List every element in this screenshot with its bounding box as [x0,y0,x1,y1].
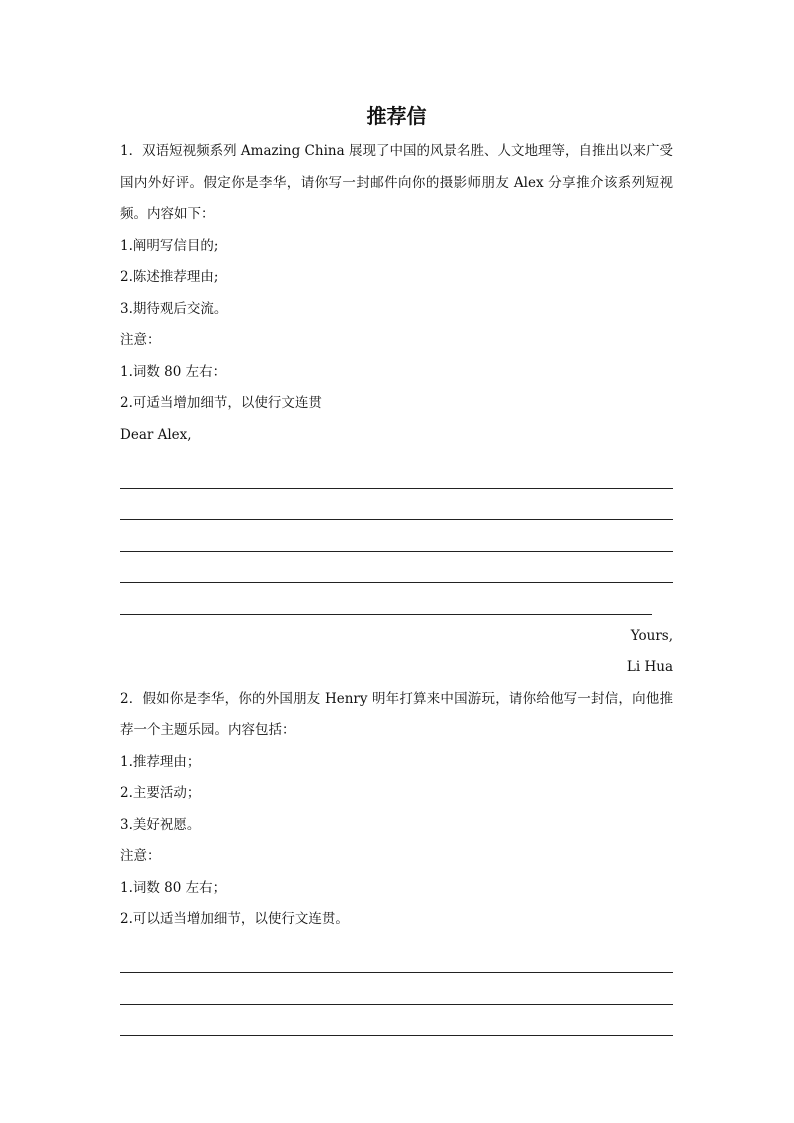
task-2-point-2: 2.主要活动； [120,785,201,801]
task-2-writing-area [120,942,673,1037]
writing-line [120,973,673,1005]
task-2 [120,684,673,1037]
page-title: 推荐信 [366,104,427,128]
task-2-point-1: 1.推荐理由； [120,753,201,770]
writing-line [120,942,673,974]
task-1-point-2: 2.陈述推荐理由; [120,269,219,285]
document-page [120,100,673,1036]
task-1-note-2: 2.可适当增加细节，以使行文连贯 [120,395,322,411]
task-2-note-2: 2.可以适当增加细节，以使行文连贯。 [120,911,349,927]
task-2-point-3: 3.美好祝愿。 [120,816,201,833]
task-1-writing-area [120,457,673,615]
task-2-prompt: 2．假如你是李华，你的外国朋友 Henry 明年打算来中国游玩，请你给他写一封信，向他推荐一个主题乐园。内容包括： [120,690,673,738]
writing-line [120,583,652,615]
task-1 [120,136,673,684]
writing-line [120,552,673,584]
task-2-note-1: 1.词数 80 左右； [120,879,227,896]
task-1-closing: Yours, [630,627,673,644]
task-2-note-label: 注意： [120,848,161,864]
task-1-point-3: 3.期待观后交流。 [120,300,228,317]
task-1-prompt: 1．双语短视频系列 Amazing China 展现了中国的风景名胜、人文地理等，自推出以来广受国内外好评。假定你是李华，请你写一封邮件向你的摄影师朋友 Alex 分享推介该系列短视频。内容如下： [120,143,673,222]
writing-line [120,489,673,521]
writing-line [120,457,673,489]
task-1-point-1: 1.阐明写信目的; [120,237,219,254]
task-1-note-label: 注意： [120,332,161,348]
task-1-signature: Li Hua [626,659,673,675]
writing-line [120,1005,673,1037]
task-1-note-1: 1.词数 80 左右： [120,363,227,380]
task-1-salutation: Dear Alex, [120,426,192,443]
writing-line [120,520,673,552]
